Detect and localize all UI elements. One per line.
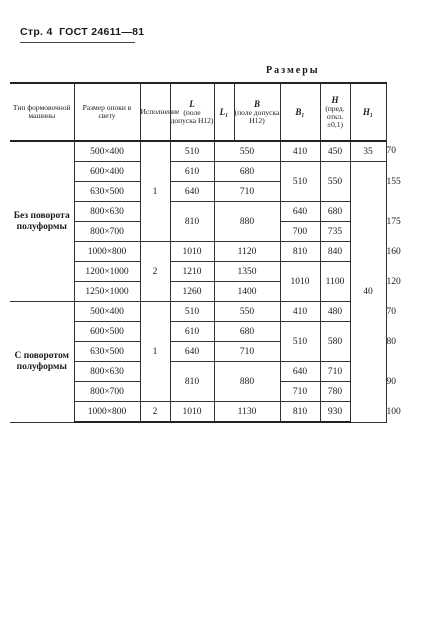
H-symbol: H — [331, 94, 339, 105]
B1-cell: 840 — [320, 242, 350, 262]
standard-code: ГОСТ 24611—81 — [59, 26, 145, 38]
B1-header — [280, 83, 320, 141]
B-cell: 510 — [280, 322, 320, 362]
L-cell: 640 — [170, 342, 214, 362]
L-cell: 1260 — [170, 282, 214, 302]
B-header — [234, 83, 280, 141]
variant-cell: 1 — [140, 302, 170, 402]
size-cell: 630×500 — [74, 182, 140, 202]
B1-cell: 680 — [320, 202, 350, 222]
header-row — [10, 83, 386, 141]
size-cell: 800×630 — [74, 362, 140, 382]
L-cell: 510 — [170, 302, 214, 322]
B1-cell: 580 — [320, 322, 350, 362]
flask-size-header: Размер опоки в свету — [74, 83, 140, 141]
L1-cell: 1130 — [214, 402, 280, 423]
L-cell: 610 — [170, 322, 214, 342]
table-row: 1000×800 2 1010 1130 810 930 100 — [10, 402, 386, 423]
H-note: (пред. откл. ±0,1) — [325, 103, 345, 129]
table-row: С поворотом полуформы 500×400 1 510 550 410 480 70 — [10, 302, 386, 322]
B1-cell: 930 — [320, 402, 350, 423]
B-cell: 810 — [280, 242, 320, 262]
H1-header — [350, 83, 386, 141]
B-cell: 510 — [280, 162, 320, 202]
B-note: (поле допуска H12) — [234, 107, 280, 125]
L-cell: 1210 — [170, 262, 214, 282]
L1-cell: 880 — [214, 362, 280, 402]
L-cell: 810 — [170, 362, 214, 402]
table-row: 1000×800 2 1010 1120 810 840 160 — [10, 242, 386, 262]
B-symbol: B — [253, 98, 260, 109]
size-cell: 800×630 — [74, 202, 140, 222]
B-cell: 700 — [280, 222, 320, 242]
H-header — [320, 83, 350, 141]
L1-cell: 550 — [214, 302, 280, 322]
variant-header: Исполнение — [140, 83, 170, 141]
size-cell: 600×500 — [74, 322, 140, 342]
B1-symbol: B₁ — [295, 106, 305, 117]
L1-cell: 880 — [214, 202, 280, 242]
B-cell: 1010 — [280, 262, 320, 302]
L1-cell: 1350 — [214, 262, 280, 282]
table-row: 1200×1000 1210 1350 1010 1100 120 — [10, 262, 386, 282]
page-header — [20, 26, 144, 38]
table-row: 600×500 610 680 510 580 80 — [10, 322, 386, 342]
L1-cell: 710 — [214, 342, 280, 362]
B-cell: 710 — [280, 382, 320, 402]
L1-cell: 550 — [214, 141, 280, 162]
B1-cell: 550 — [320, 162, 350, 202]
H-cell: 35 — [350, 141, 386, 162]
L-note: (поле допуска H12) — [170, 107, 214, 125]
B1-cell: 710 — [320, 362, 350, 382]
size-cell: 800×700 — [74, 382, 140, 402]
header-rule — [20, 42, 135, 43]
table-row: Без поворота полуформы 500×400 1 510 550 410 450 35 70 — [10, 141, 386, 162]
L1-header — [214, 83, 234, 141]
size-cell: 630×500 — [74, 342, 140, 362]
group-with-rotation: С поворотом полуформы — [10, 302, 74, 423]
size-cell: 1000×800 — [74, 402, 140, 423]
B-cell: 410 — [280, 141, 320, 162]
B-cell: 640 — [280, 202, 320, 222]
L-cell: 640 — [170, 182, 214, 202]
machine-type-header: Тип формовочной машины — [10, 83, 74, 141]
table-row: 600×400 610 680 510 550 40 155 — [10, 162, 386, 182]
size-cell: 1200×1000 — [74, 262, 140, 282]
L1-cell: 1400 — [214, 282, 280, 302]
table-row: 800×630 810 880 640 680 175 — [10, 202, 386, 222]
dimensions-table — [10, 82, 401, 423]
L1-symbol: L₁ — [219, 106, 229, 117]
H-cell: 40 — [350, 162, 386, 423]
size-cell: 1250×1000 — [74, 282, 140, 302]
variant-cell: 2 — [140, 402, 170, 423]
L-cell: 1010 — [170, 242, 214, 262]
H1-symbol: H₁ — [362, 106, 374, 117]
size-cell: 1000×800 — [74, 242, 140, 262]
size-cell: 500×400 — [74, 302, 140, 322]
B1-cell: 450 — [320, 141, 350, 162]
B-cell: 640 — [280, 362, 320, 382]
L-cell: 610 — [170, 162, 214, 182]
variant-cell: 2 — [140, 242, 170, 302]
B1-cell: 1100 — [320, 262, 350, 302]
B1-cell: 780 — [320, 382, 350, 402]
group-no-rotation: Без поворота полуформы — [10, 141, 74, 302]
B-cell: 810 — [280, 402, 320, 423]
L-cell: 1010 — [170, 402, 214, 423]
B1-cell: 735 — [320, 222, 350, 242]
size-cell: 800×700 — [74, 222, 140, 242]
L-cell: 810 — [170, 202, 214, 242]
B-cell: 410 — [280, 302, 320, 322]
dimensions-heading: Размеры — [266, 65, 320, 76]
variant-cell: 1 — [140, 141, 170, 242]
L1-cell: 710 — [214, 182, 280, 202]
L1-cell: 1120 — [214, 242, 280, 262]
table-row: 800×630 810 880 640 710 90 — [10, 362, 386, 382]
L-cell: 510 — [170, 141, 214, 162]
L-symbol: L — [189, 98, 195, 109]
size-cell: 500×400 — [74, 141, 140, 162]
page-number: Стр. 4 — [20, 26, 53, 38]
L1-cell: 680 — [214, 162, 280, 182]
L1-cell: 680 — [214, 322, 280, 342]
B1-cell: 480 — [320, 302, 350, 322]
size-cell: 600×400 — [74, 162, 140, 182]
